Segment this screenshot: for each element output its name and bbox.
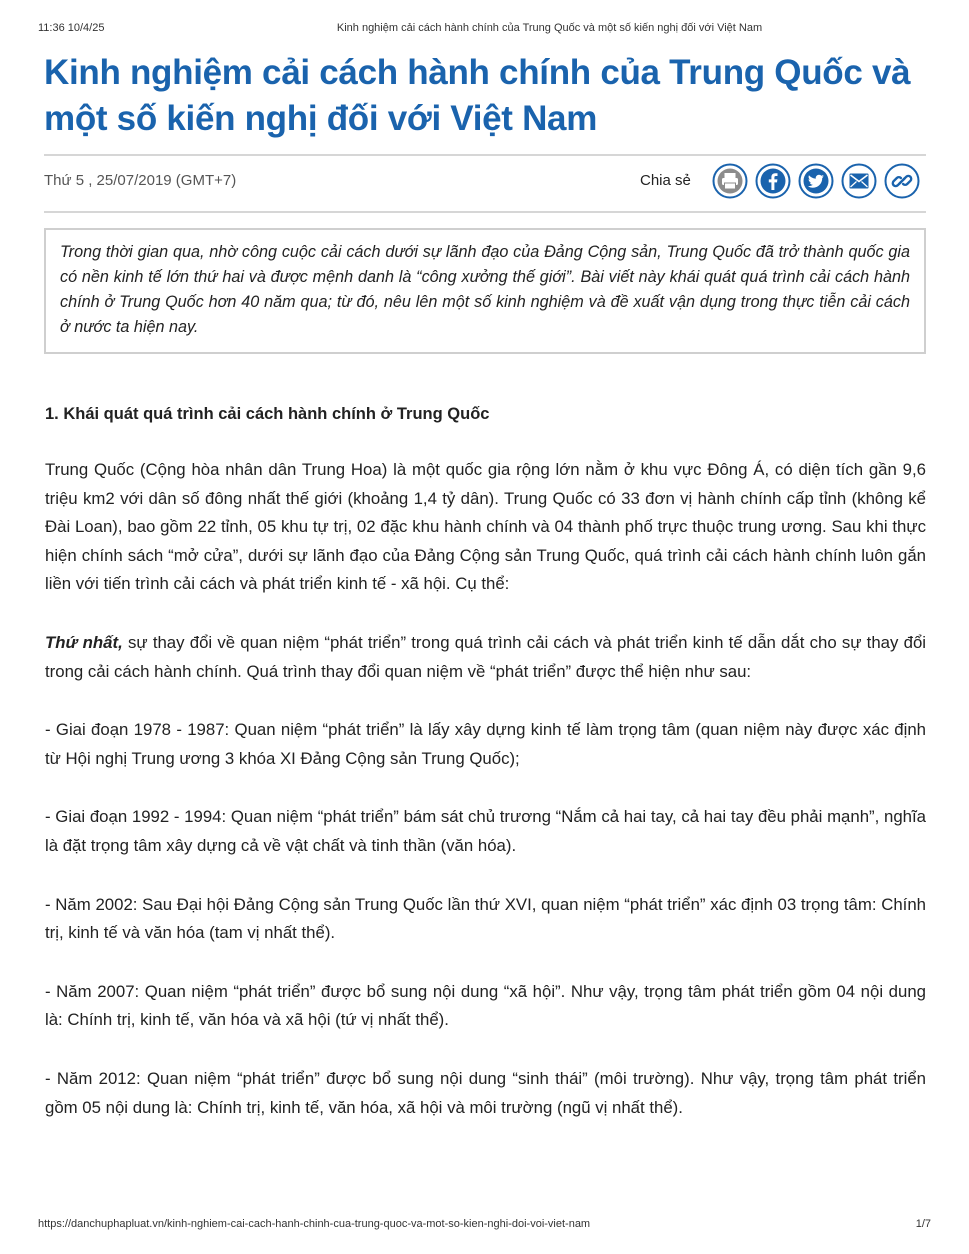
article-date: Thứ 5 , 25/07/2019 (GMT+7) (44, 172, 237, 189)
print-page-title: Kinh nghiệm cải cách hành chính của Trung Quốc và một số kiến nghị đối với Việt Nam (336, 22, 763, 34)
share-bar (712, 163, 920, 199)
article-title-line-1: Kinh nghiệm cải cách hành chính của Trung Quốc và (44, 53, 911, 92)
share-label: Chia sẻ (640, 172, 691, 189)
section-heading: 1. Khái quát quá trình cải cách hành chính ở Trung Quốc (45, 405, 490, 423)
article-body (45, 400, 926, 1152)
link-icon[interactable] (884, 163, 920, 199)
paragraph-lead: Thứ nhất, (45, 632, 123, 652)
paragraph-1978-1987: - Giai đoạn 1978 - 1987: Quan niệm “phát triển” là lấy xây dựng kinh tế làm trọng tâm (quan niệm này được xác định từ Hội nghị Trung ương 3 khóa XI Đảng Cộng sản Trung Quốc); (45, 720, 926, 768)
article-summary: Trong thời gian qua, nhờ công cuộc cải cách dưới sự lãnh đạo của Đảng Cộng sản, Trung Quốc đã trở thành quốc gia có nền kinh tế lớn thứ hai và được mệnh danh là “công xưởng thế giới”. Bài viết này khái quát quá trình cải cách hành chính ở Trung Quốc hơn 40 năm qua; từ đó, nêu lên một số kinh nghiệm và đề xuất vận dụng trong thực tiễn cải cách ở nước ta hiện nay. (44, 228, 926, 354)
print-footer (38, 1218, 931, 1234)
print-header (38, 22, 931, 38)
paragraph-2012: - Năm 2012: Quan niệm “phát triển” được bổ sung nội dung “sinh thái” (môi trường). Như vậy, trọng tâm phát triển gồm 05 nội dung là: Chính trị, kinh tế, văn hóa, xã hội và môi trường (ngũ vị nhất thể). (45, 1068, 926, 1117)
article-title-line-2: một số kiến nghị đối với Việt Nam (44, 99, 598, 138)
print-timestamp: 11:36 10/4/25 (38, 22, 105, 34)
paragraph-intro: Trung Quốc (Cộng hòa nhân dân Trung Hoa) là một quốc gia rộng lớn nằm ở khu vực Đông Á, có diện tích gần 9,6 triệu km2 với dân số đông nhất thế giới (khoảng 1,4 tỷ dân). Trung Quốc có 33 đơn vị hành chính cấp tỉnh (không kể Đài Loan), bao gồm 22 tỉnh, 05 khu tự trị, 02 đặc khu hành chính và 04 thành phố trực thuộc trung ương. Sau khi thực hiện chính sách “mở cửa”, dưới sự lãnh đạo của Đảng Cộng sản Trung Quốc, quá trình cải cách hành chính luôn gắn liền với tiến trình cải cách và phát triển kinh tế - xã hội. Cụ thể: (45, 460, 926, 594)
paragraph-first-point (45, 629, 926, 686)
print-icon[interactable] (712, 163, 748, 199)
facebook-icon[interactable] (755, 163, 791, 199)
paragraph-text: sự thay đổi về quan niệm “phát triển” trong quá trình cải cách và phát triển kinh tế dẫn dắt cho sự thay đổi trong cải cách hành chính. Quá trình thay đổi quan niệm về “phát triển” được thể hiện như sau: (45, 632, 927, 681)
paragraph-2007: - Năm 2007: Quan niệm “phát triển” được bổ sung nội dung “xã hội”. Như vậy, trọng tâm phát triển gồm 04 nội dung là: Chính trị, kinh tế, văn hóa và xã hội (tứ vị nhất thể). (45, 981, 926, 1030)
divider-bottom (44, 211, 926, 213)
twitter-icon[interactable] (798, 163, 834, 199)
page-number: 1/7 (915, 1218, 931, 1230)
divider-top (44, 154, 926, 156)
article-title (44, 50, 924, 142)
paragraph-2002: - Năm 2002: Sau Đại hội Đảng Cộng sản Trung Quốc lần thứ XVI, quan niệm “phát triển” xác định 03 trọng tâm: Chính trị, kinh tế và văn hóa (tam vị nhất thể). (45, 894, 926, 943)
page-url: https://danchuphapluat.vn/kinh-nghiem-cai-cach-hanh-chinh-cua-trung-quoc-va-mot-so-kien-nghi-doi-voi-viet-nam (38, 1218, 591, 1230)
email-icon[interactable] (841, 163, 877, 199)
paragraph-1992-1994: - Giai đoạn 1992 - 1994: Quan niệm “phát triển” bám sát chủ trương “Nắm cả hai tay, cả hai tay đều phải mạnh”, nghĩa là đặt trọng tâm xây dựng cả về vật chất và tinh thần (văn hóa). (45, 807, 926, 855)
